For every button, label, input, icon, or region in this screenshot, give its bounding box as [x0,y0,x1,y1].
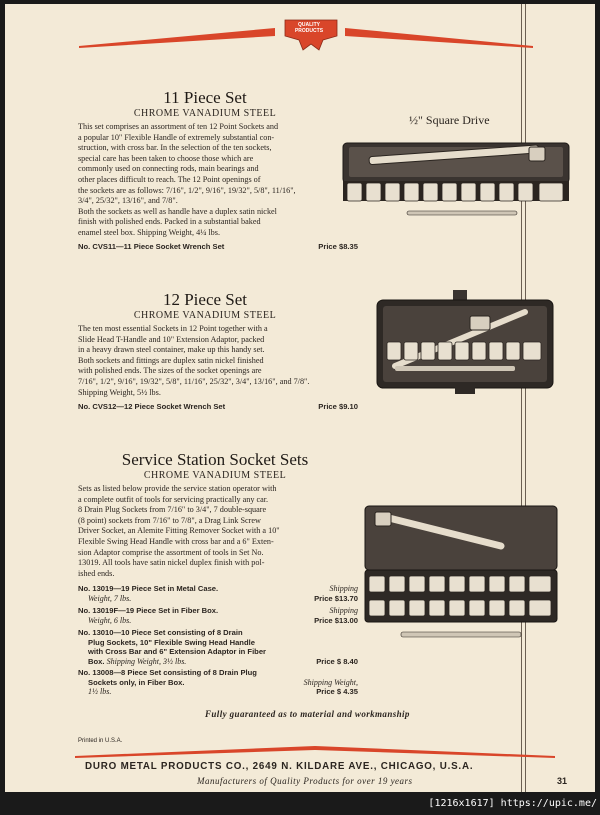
section-title: 12 Piece Set [162,290,248,309]
order-weight: Shipping [329,584,358,593]
page-number: 31 [557,776,568,786]
body-line: other places difficult to reach. The 12 Point openings of [78,174,261,184]
order-price: Price $9.10 [318,402,358,411]
body-line: (8 point) sockets from 7/16" to 7/8", a Drag Link Screw [78,515,261,525]
order-weight: Shipping Weight, [303,677,358,687]
order-label: No. 13019—19 Piece Set in Metal Case. [78,584,219,593]
body-line: Both the sockets as well as handle have a duplex satin nickel [78,206,277,216]
catalog-page [5,4,595,792]
order-label: with Cross Bar and 6" Extension Adaptor in Fiber [88,647,267,657]
body-line: Shipping Weight, 5½ lbs. [78,387,161,397]
body-line: 8 Drain Plug Sockets from 7/16" to 3/4", 7 double-square [78,505,267,515]
order-price: Price $13.00 [314,615,358,625]
service-station-set-illustration [361,504,561,644]
order-line [78,242,358,252]
body-line: finish with polished ends. Packed in a substantial baked [78,217,261,227]
body-line: This set comprises an assortment of ten 12 Point Sockets and [78,122,279,131]
body-line: Driver Socket, an Alemite Fitting Remover Socket with a 10" [78,526,280,536]
section-body [78,122,358,239]
body-line: 13019. All tools have satin nickel duplex finish with pol- [78,558,265,568]
body-line: 7/16", 1/2", 9/16", 19/32", 5/8", 11/16", 25/32", 3/4", 13/16", and 7/8". [78,376,310,386]
order-label: No. 13008—8 Piece Set consisting of 8 Drain Plug [78,668,257,677]
body-line: commonly used on connecting rods, main bearings and [78,164,259,174]
source-watermark: [1216x1617] https://upic.me/ [428,798,597,809]
body-line: Sets as listed below provide the service station operator with [78,484,277,493]
company-tagline: Manufacturers of Quality Products for over 19 years [197,776,413,786]
order-weight: Weight, 6 lbs. [88,615,132,625]
section-subtitle: CHROME VANADIUM STEEL [133,108,277,119]
square-drive-caption: ½" Square Drive [409,113,490,127]
order-weight: Shipping Weight, 3½ lbs. [106,656,187,666]
section-title: 11 Piece Set [163,88,247,107]
order-weight: 1½ lbs. [88,687,112,697]
order-label: No. 13019F—19 Piece Set in Fiber Box. [78,606,219,615]
eleven-piece-set-illustration [341,137,571,227]
body-line: sion Adaptor comprise the assortment of tools in Set No. [78,547,264,557]
binding-line [525,4,526,792]
twelve-piece-set-illustration [375,288,555,398]
order-label: Box. [88,656,105,666]
body-line: a complete outfit of tools for servicing practically any car. [78,494,269,504]
order-label: No. CVS12—12 Piece Socket Wrench Set [78,402,226,411]
section-body [78,484,358,579]
order-item [78,628,358,666]
body-line: in a heavy drawn steel container, make up this handy set. [78,345,265,355]
body-line: Flexible Swing Head Handle with cross bar and a 6" Exten- [78,536,274,546]
badge-line: QUALITY [298,22,320,28]
body-line: with polished ends. The sizes of the socket openings are [78,366,262,376]
body-line: special care has been taken to choose those which are [78,153,254,163]
section-subtitle: CHROME VANADIUM STEEL [143,470,287,481]
body-line: Both sockets and fittings are duplex satin nickel finished [78,355,264,365]
body-line: enamel steel box. Shipping Weight, 4¼ lbs. [78,227,221,237]
printed-in-usa: Printed in U.S.A. [78,738,123,744]
order-item [78,606,358,625]
order-label: Sockets only, in Fiber Box. [88,677,185,687]
order-item [78,584,358,603]
section-subtitle: CHROME VANADIUM STEEL [133,310,277,321]
order-line [78,402,358,412]
guarantee-text: Fully guaranteed as to material and workmanship [205,709,410,719]
order-price: Price $ 4.35 [316,687,358,697]
section-body [78,324,358,398]
body-line: a popular 10" Flexible Handle of extremely substantial con- [78,132,275,142]
order-label: No. CVS11—11 Piece Socket Wrench Set [78,242,225,251]
header-emblem [75,14,535,54]
body-line: the sockets are as follows: 7/16", 1/2", 9/16", 19/32", 5/8", 11/16", [78,185,296,195]
order-item [78,668,358,697]
order-price: Price $ 8.40 [316,656,358,666]
order-label: No. 13010—10 Piece Set consisting of 8 Drain [78,628,243,637]
order-weight: Weight, 7 lbs. [88,593,132,603]
body-line: 3/4", 25/32", 13/16", and 7/8". [78,196,178,206]
section-title: Service Station Socket Sets [121,450,309,469]
badge-line: PRODUCTS [294,28,324,34]
footer-rule [75,742,555,760]
body-line: The ten most essential Sockets in 12 Point together with a [78,324,268,333]
company-address: DURO METAL PRODUCTS CO., 2649 N. KILDARE AVE., CHICAGO, U.S.A. [85,761,474,772]
body-line: struction, with cross bar. In the selection of the ten sockets, [78,143,272,153]
body-line: Slide Head T-Handle and 10" Extension Adaptor, packed [78,334,265,344]
quality-badge [289,22,329,34]
order-price: Price $8.35 [318,242,358,251]
body-line: ished ends. [78,568,115,578]
order-weight: Shipping [329,606,358,615]
order-label: Plug Sockets, 10" Flexible Swing Head Handle [88,637,255,647]
order-price: Price $13.70 [314,593,358,603]
binding-line [521,4,522,792]
